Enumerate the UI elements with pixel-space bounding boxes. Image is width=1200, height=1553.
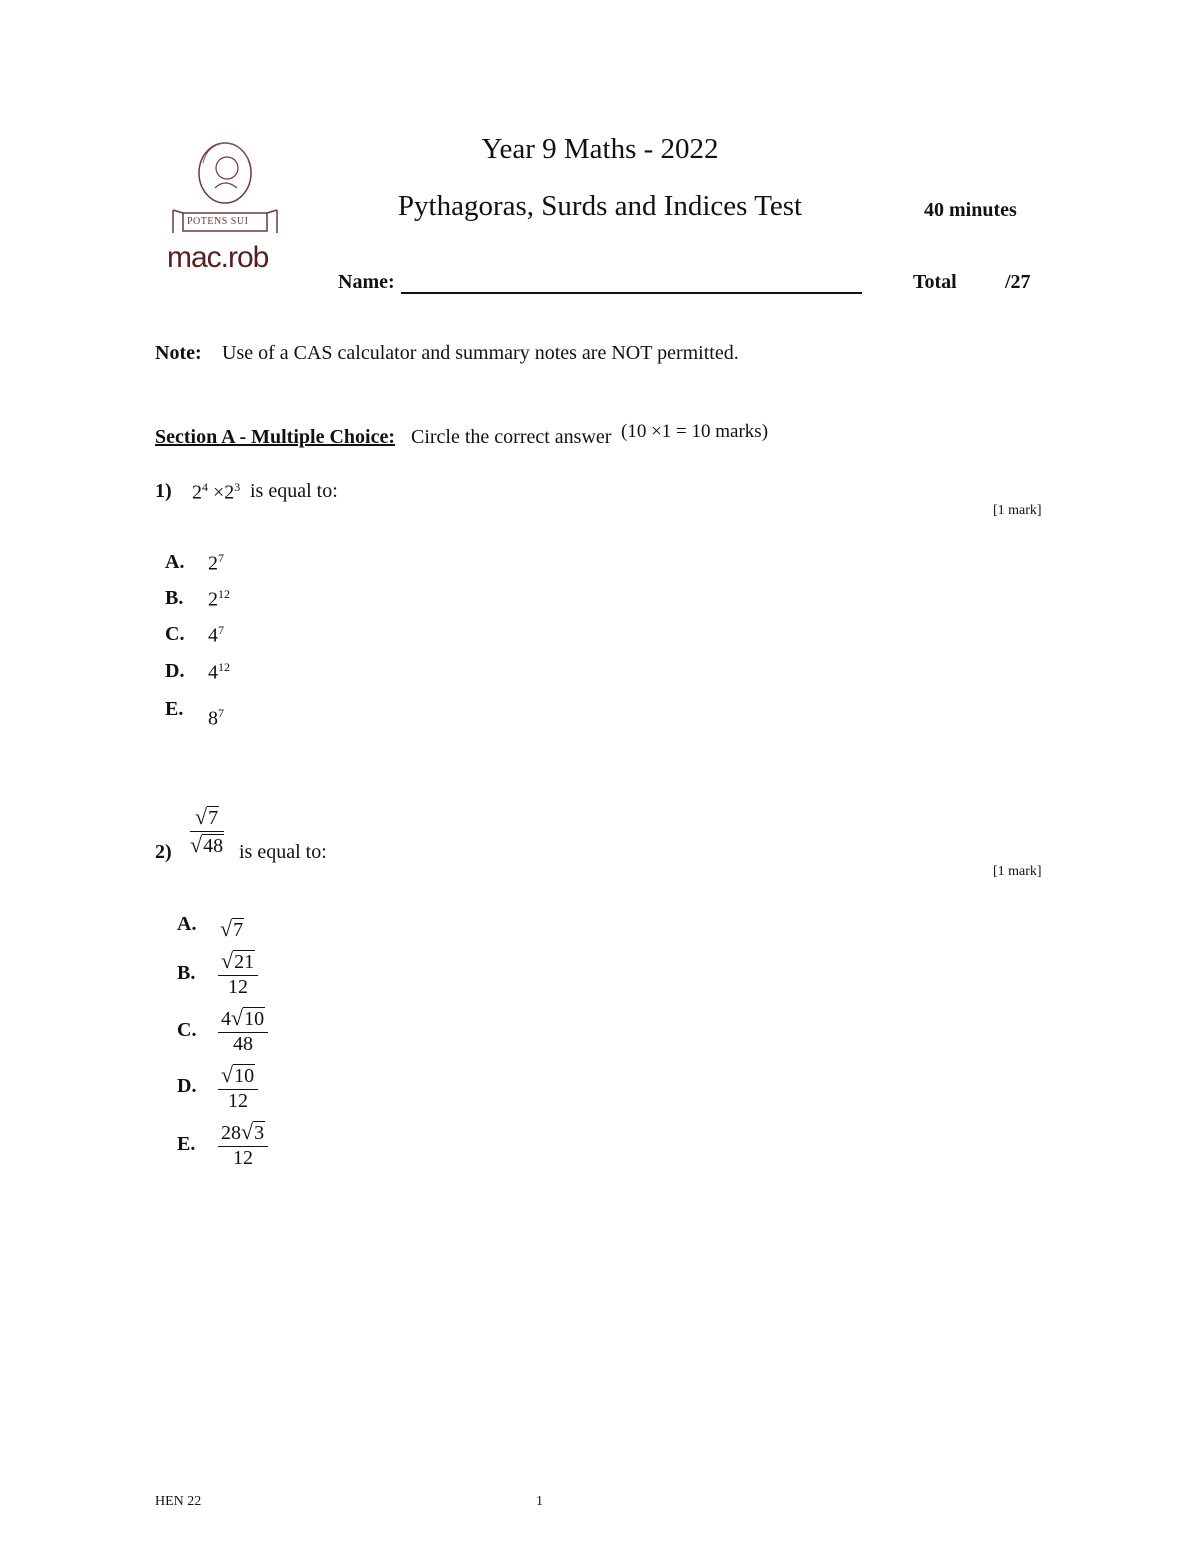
logo-motto: POTENS SUI [187,216,249,227]
question-2-number: 2) [155,841,172,863]
q1-option-c[interactable]: $4^7$ [208,623,224,647]
test-duration: 40 minutes [924,199,1017,221]
q1-option-e-label: E. [165,698,184,720]
q1-option-a-label: A. [165,551,185,573]
note-text: Use of a CAS calculator and summary notes are NOT permitted. [222,342,739,364]
footer-code: HEN 22 [155,1494,202,1509]
q2-option-c-label: C. [177,1019,197,1041]
question-1-text: is equal to: [250,480,338,502]
q2-option-b[interactable]: √21 12 [218,948,258,999]
note-label: Note: [155,342,202,364]
question-1-number: 1) [155,480,172,502]
question-2-mark: [1 mark] [993,864,1042,879]
q2-option-b-label: B. [177,962,196,984]
q1-option-c-label: C. [165,623,185,645]
q2-option-e-label: E. [177,1133,196,1155]
q1-option-d[interactable]: $4^{12}$ [208,660,230,684]
logo-wordmark: mac.rob [167,241,269,274]
page-number: 1 [536,1494,543,1509]
page-subtitle: Pythagoras, Surds and Indices Test [397,190,803,222]
name-field[interactable] [401,292,862,294]
q2-option-e[interactable]: 28√3 12 [218,1119,268,1170]
q1-option-b-label: B. [165,587,184,609]
question-2-text: is equal to: [239,841,327,863]
section-instruction: Circle the correct answer [411,426,612,448]
q1-option-d-label: D. [165,660,185,682]
total-label: Total [913,271,957,293]
name-label: Name: [338,271,395,293]
total-score: /27 [1005,271,1031,293]
section-marks: (10 ×1 = 10 marks) [621,421,769,442]
q1-option-e[interactable]: $8^7$ [208,706,224,730]
q2-option-c[interactable]: 4√10 48 [218,1005,268,1056]
question-2-expression: √7 √48 [190,804,224,857]
q1-option-a[interactable]: $2^7$ [208,551,224,575]
q2-option-a[interactable]: √7 [220,916,244,941]
q1-option-b[interactable]: $2^{12}$ [208,587,230,611]
q2-option-d[interactable]: √10 12 [218,1062,258,1113]
question-1-expression: $2^4 \times 2^3$ [192,480,241,504]
q2-option-a-label: A. [177,913,197,935]
q2-option-d-label: D. [177,1075,197,1097]
question-1-mark: [1 mark] [993,503,1042,518]
section-heading: Section A - Multiple Choice: [155,426,395,448]
page-title: Year 9 Maths - 2022 [481,133,719,165]
